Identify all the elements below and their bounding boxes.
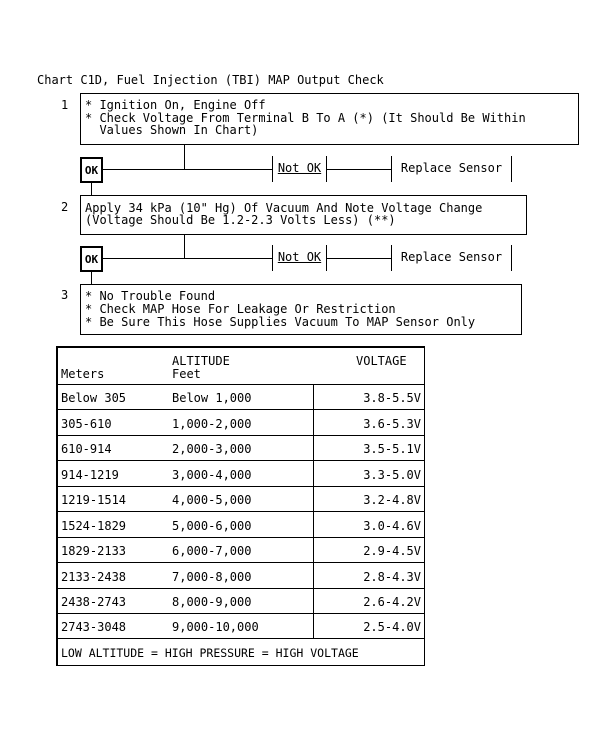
header-voltage: VOLTAGE bbox=[356, 354, 407, 368]
row-divider bbox=[58, 588, 425, 589]
header-feet: Feet bbox=[172, 367, 201, 381]
step-1-line-1: * Ignition On, Engine Off bbox=[85, 98, 266, 112]
step-2-number: 2 bbox=[61, 200, 69, 214]
row-divider bbox=[58, 384, 425, 385]
connector-2-ok-line bbox=[103, 258, 272, 259]
row-9-feet: 8,000-9,000 bbox=[172, 595, 252, 609]
row-5-meters: 1219-1514 bbox=[61, 493, 127, 507]
row-9-meters: 2438-2743 bbox=[61, 595, 127, 609]
row-4-feet: 3,000-4,000 bbox=[172, 468, 252, 482]
row-8-voltage: 2.8-4.3V bbox=[363, 570, 421, 584]
row-3-voltage: 3.5-5.1V bbox=[363, 442, 421, 456]
step-1-box bbox=[80, 93, 579, 145]
chart-title: Chart C1D, Fuel Injection (TBI) MAP Output Check bbox=[37, 73, 384, 87]
step-3-line-2: * Check MAP Hose For Leakage Or Restriction bbox=[85, 302, 396, 316]
connector-2-drop bbox=[184, 235, 185, 258]
row-7-meters: 1829-2133 bbox=[61, 544, 127, 558]
row-divider bbox=[58, 638, 425, 639]
row-7-feet: 6,000-7,000 bbox=[172, 544, 252, 558]
header-meters: Meters bbox=[61, 367, 105, 381]
connector-1-action-line bbox=[327, 169, 391, 170]
step-3-box bbox=[80, 284, 522, 335]
row-8-meters: 2133-2438 bbox=[61, 570, 127, 584]
not-ok-label-2: Not OK bbox=[272, 245, 327, 271]
connector-1-drop bbox=[184, 145, 185, 169]
ok-badge-2: OK bbox=[80, 246, 103, 272]
replace-sensor-1: Replace Sensor bbox=[391, 156, 512, 182]
row-6-voltage: 3.0-4.6V bbox=[363, 519, 421, 533]
step-2-line-2: (Voltage Should Be 1.2-2.3 Volts Less) (**) bbox=[85, 213, 396, 227]
row-divider bbox=[58, 409, 425, 410]
row-7-voltage: 2.9-4.5V bbox=[363, 544, 421, 558]
row-6-meters: 1524-1829 bbox=[61, 519, 127, 533]
voltage-column-divider bbox=[313, 384, 314, 638]
row-3-feet: 2,000-3,000 bbox=[172, 442, 252, 456]
row-9-voltage: 2.6-4.2V bbox=[363, 595, 421, 609]
row-divider bbox=[58, 562, 425, 563]
connector-1-ok-line bbox=[103, 169, 272, 170]
row-4-meters: 914-1219 bbox=[61, 468, 119, 482]
row-10-feet: 9,000-10,000 bbox=[172, 620, 259, 634]
row-divider bbox=[58, 613, 425, 614]
row-1-meters: Below 305 bbox=[61, 391, 127, 405]
row-4-voltage: 3.3-5.0V bbox=[363, 468, 421, 482]
row-divider bbox=[58, 486, 425, 487]
row-divider bbox=[58, 460, 425, 461]
row-10-voltage: 2.5-4.0V bbox=[363, 620, 421, 634]
row-3-meters: 610-914 bbox=[61, 442, 112, 456]
step-2-box bbox=[80, 195, 527, 235]
altitude-voltage-table bbox=[56, 346, 425, 666]
step-1-number: 1 bbox=[61, 98, 69, 112]
row-divider bbox=[58, 435, 425, 436]
row-2-meters: 305-610 bbox=[61, 417, 112, 431]
row-8-feet: 7,000-8,000 bbox=[172, 570, 252, 584]
row-5-feet: 4,000-5,000 bbox=[172, 493, 252, 507]
step-1-line-2: * Check Voltage From Terminal B To A (*) (It Should Be Within bbox=[85, 111, 526, 125]
row-divider bbox=[58, 511, 425, 512]
not-ok-label-1: Not OK bbox=[272, 156, 327, 182]
row-6-feet: 5,000-6,000 bbox=[172, 519, 252, 533]
row-2-voltage: 3.6-5.3V bbox=[363, 417, 421, 431]
ok-badge-1: OK bbox=[80, 157, 103, 183]
step-3-line-3: * Be Sure This Hose Supplies Vacuum To MAP Sensor Only bbox=[85, 315, 476, 329]
step-1-line-3: Values Shown In Chart) bbox=[85, 123, 259, 137]
connector-2-action-line bbox=[327, 258, 391, 259]
step-3-line-1: * No Trouble Found bbox=[85, 289, 216, 303]
replace-sensor-2: Replace Sensor bbox=[391, 245, 512, 271]
row-1-feet: Below 1,000 bbox=[172, 391, 252, 405]
row-divider bbox=[58, 537, 425, 538]
step-2-line-1: Apply 34 kPa (10" Hg) Of Vacuum And Note Voltage Change bbox=[85, 201, 483, 215]
header-altitude: ALTITUDE bbox=[172, 354, 230, 368]
row-5-voltage: 3.2-4.8V bbox=[363, 493, 421, 507]
row-2-feet: 1,000-2,000 bbox=[172, 417, 252, 431]
table-footer-note: LOW ALTITUDE = HIGH PRESSURE = HIGH VOLTAGE bbox=[61, 646, 359, 660]
row-1-voltage: 3.8-5.5V bbox=[363, 391, 421, 405]
step-3-number: 3 bbox=[61, 288, 69, 302]
row-10-meters: 2743-3048 bbox=[61, 620, 127, 634]
